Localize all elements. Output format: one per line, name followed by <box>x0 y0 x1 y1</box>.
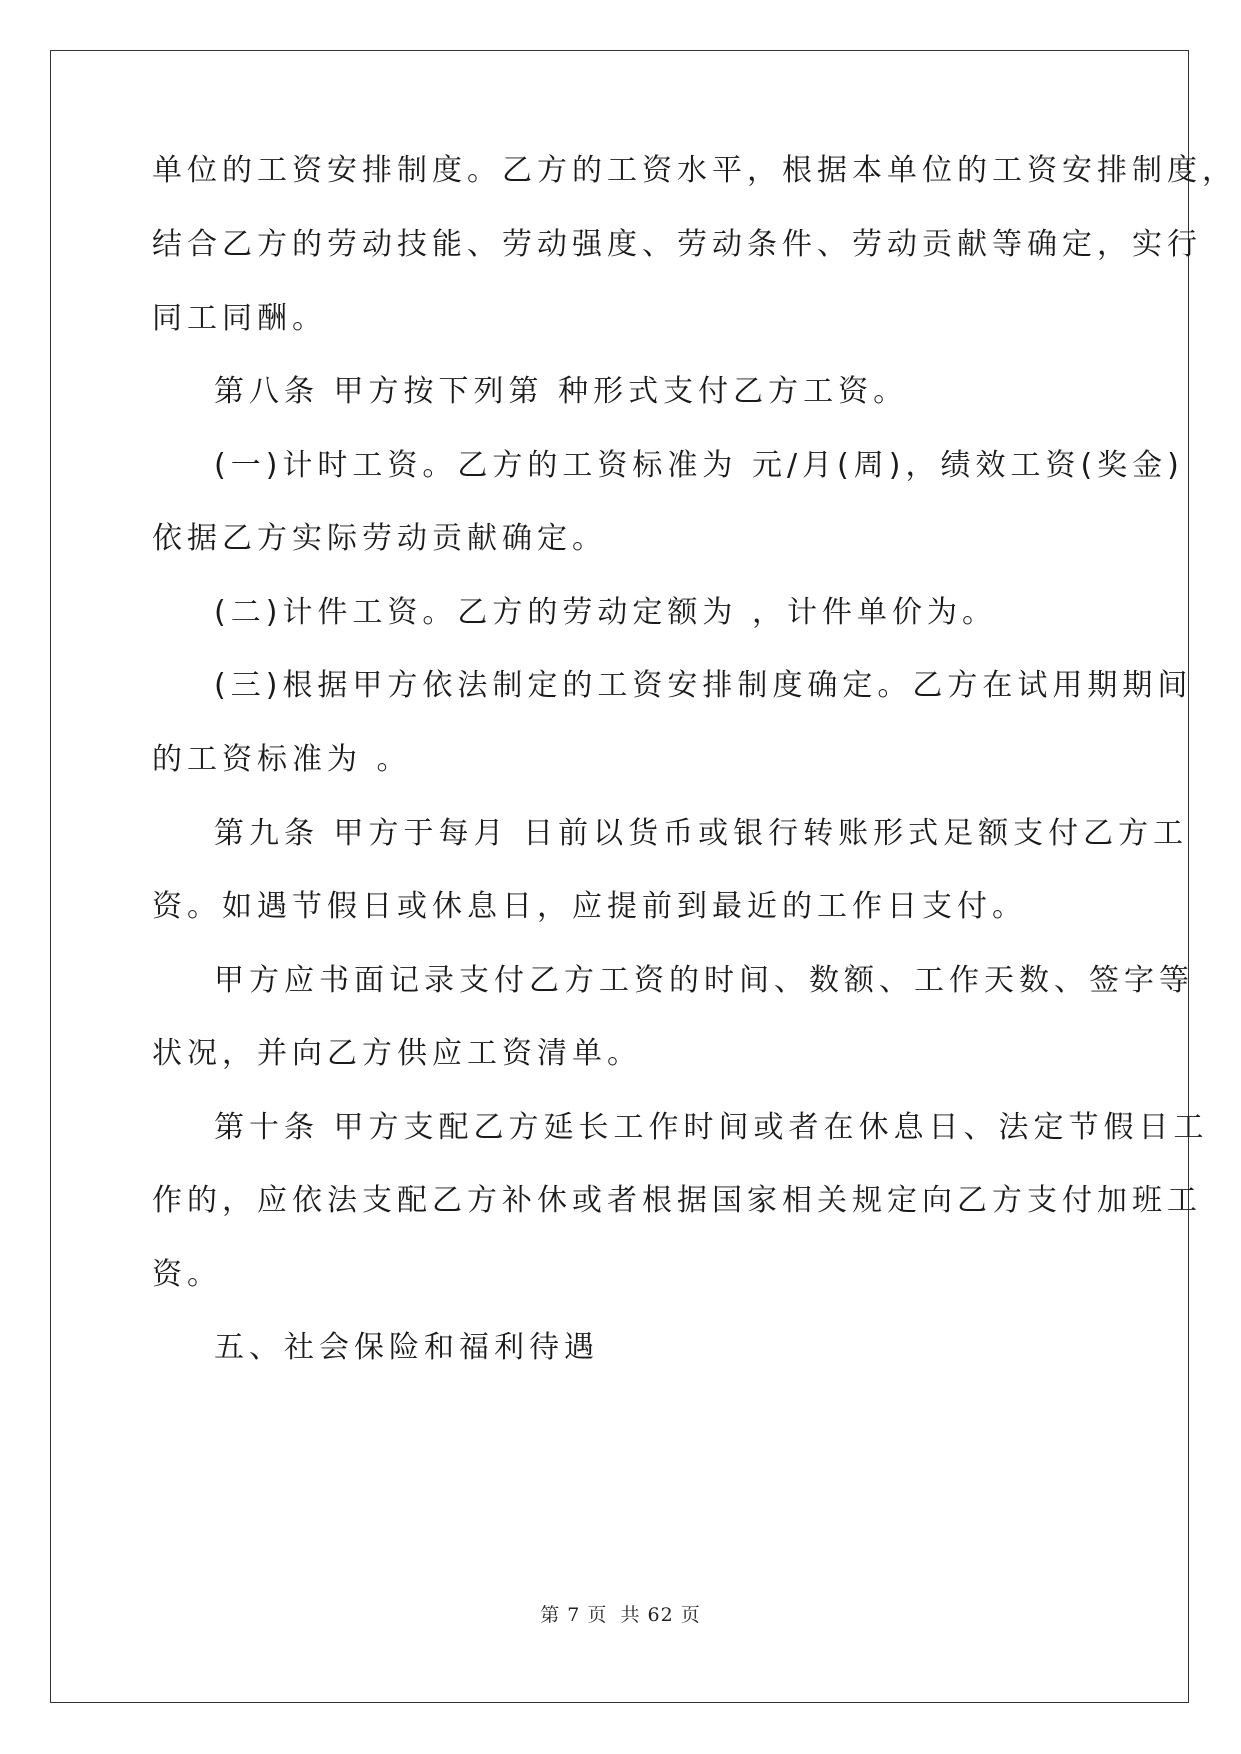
text-line: 资。如遇节假日或休息日，应提前到最近的工作日支付。 <box>152 889 1027 924</box>
text-line: (一)计时工资。乙方的工资标准为 元/月(周)，绩效工资(奖金) <box>214 448 1184 483</box>
page-number: 第 7 页 <box>540 1604 608 1626</box>
page-frame <box>50 50 1189 1703</box>
text-line: 的工资标准为 。 <box>152 742 412 777</box>
text-line-article-8: 第八条 甲方按下列第 种形式支付乙方工资。 <box>214 374 909 409</box>
text-line: 作的，应依法支配乙方补休或者根据国家相关规定向乙方支付加班工 <box>152 1183 1202 1218</box>
text-line: 同工同酬。 <box>152 301 327 336</box>
text-line-article-9: 第九条 甲方于每月 日前以货币或银行转账形式足额支付乙方工 <box>214 816 1189 851</box>
section-heading: 五、社会保险和福利待遇 <box>214 1330 599 1365</box>
page-footer <box>0 1600 1241 1627</box>
text-line: (二)计件工资。乙方的劳动定额为 ，计件单价为。 <box>214 595 997 630</box>
page-total: 共 62 页 <box>620 1604 701 1626</box>
text-line: 状况，并向乙方供应工资清单。 <box>152 1036 642 1071</box>
text-line: 资。 <box>152 1257 222 1292</box>
text-line-article-10: 第十条 甲方支配乙方延长工作时间或者在休息日、法定节假日工 <box>214 1110 1209 1145</box>
text-line: 结合乙方的劳动技能、劳动强度、劳动条件、劳动贡献等确定，实行 <box>152 227 1202 262</box>
text-line: 甲方应书面记录支付乙方工资的时间、数额、工作天数、签字等 <box>214 963 1194 998</box>
text-line: 依据乙方实际劳动贡献确定。 <box>152 521 607 556</box>
text-line: 单位的工资安排制度。乙方的工资水平，根据本单位的工资安排制度， <box>152 153 1237 188</box>
text-line: (三)根据甲方依法制定的工资安排制度确定。乙方在试用期期间 <box>214 668 1193 703</box>
